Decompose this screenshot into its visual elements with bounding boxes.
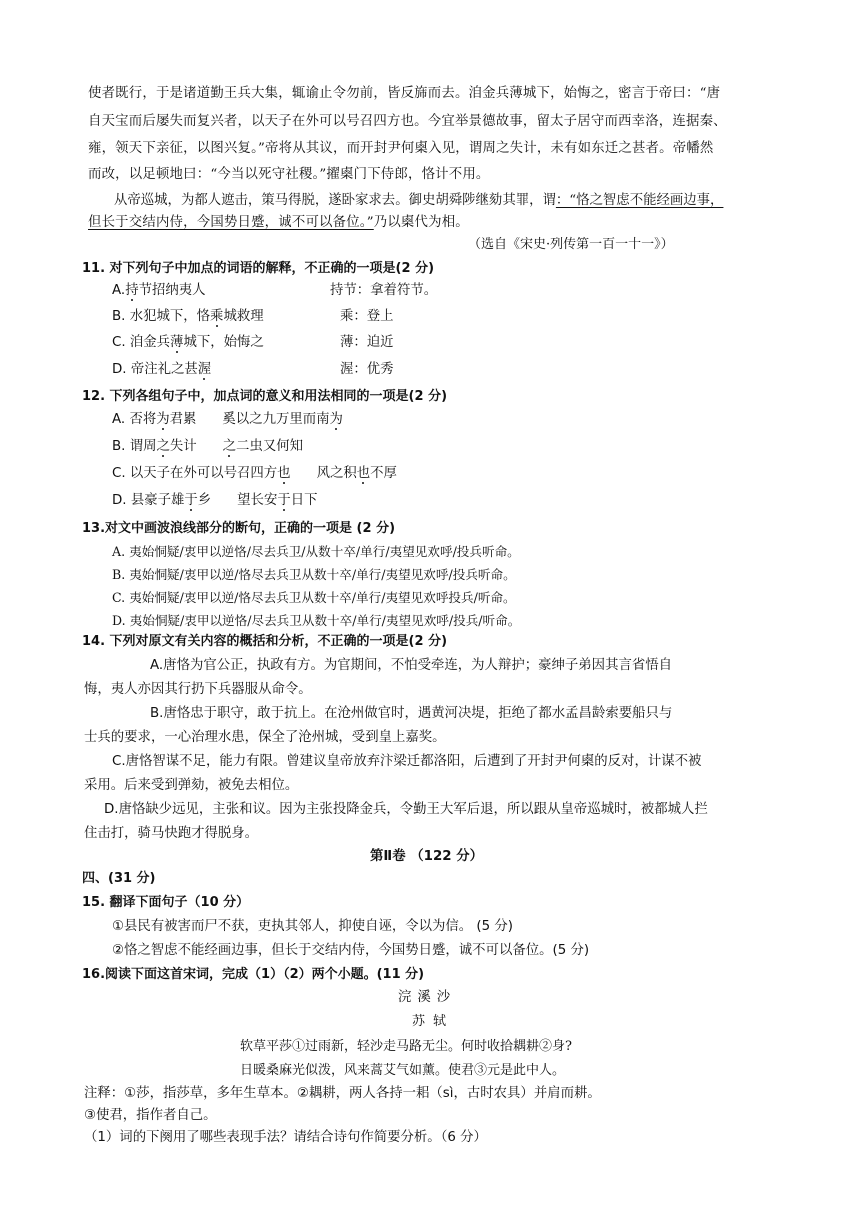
- q14-option-c-line-2: 采用。后来受到弹劾，被免去相位。: [84, 778, 299, 793]
- q16-stem: 16.阅读下面这首宋词，完成（1）（2）两个小题。(11 分): [82, 967, 425, 982]
- q12-d-dotted-1: 于: [184, 493, 198, 508]
- q12-b-text: B. 谓周: [112, 439, 157, 454]
- passage-underlined-quote-2: 但长于交结内侍，今国势日蹙，诚不可以备位。”: [88, 215, 374, 230]
- q12-option-c: [112, 464, 397, 484]
- q11-d-text: D. 帝注礼之甚: [112, 362, 198, 377]
- q12-option-d: [112, 491, 318, 511]
- q14-option-b-line-2: 士兵的要求，一心治理水患，保全了沧州城，受到皇上嘉奖。: [84, 730, 446, 745]
- q11-b-rest: 城救理: [223, 309, 264, 324]
- q12-b-dotted-2: 之: [222, 439, 237, 454]
- q11-b-explanation: 乘：登上: [340, 309, 394, 324]
- q12-d-rest: 乡: [197, 493, 212, 508]
- part-2-title: 第Ⅱ卷 （122 分）: [370, 849, 484, 864]
- q11-option-d: [112, 360, 211, 380]
- passage-line-4: 而改，以足顿地曰：“今当以死守社稷。”擢㮚门下侍郎，恪计不用。: [88, 167, 490, 182]
- q11-a-explanation: 持节：拿着符节。: [330, 283, 438, 298]
- q11-option-c: [112, 333, 264, 353]
- q12-d-dotted-2: 于: [277, 493, 291, 508]
- passage-line-5-text: 从帝巡城，为都人遮击，策马得脱，遂卧家求去。御史胡舜陟继劾其罪，谓: [114, 193, 556, 208]
- q15-sentence-1: ①县民有被害而尸不获，吏执其邻人，抑使自诬，令以为信。 (5 分): [112, 919, 514, 934]
- q15-stem: 15. 翻译下面句子（10 分）: [82, 895, 250, 910]
- q14-option-c-line-1: C.唐恪智谋不足，能力有限。曾建议皇帝放弃汴梁迁都洛阳，后遭到了开封尹何㮚的反对，计谋不被: [112, 754, 702, 769]
- q11-option-b: [112, 307, 264, 327]
- q12-a-sentence-2: 奚以之九万里而南: [222, 412, 330, 427]
- q14-option-a-line-2: 悔，夷人亦因其行扔下兵器服从命令。: [84, 682, 312, 697]
- poem-line-1: 软草平莎①过雨新，轻沙走马路无尘。何时收拾耦耕②身?: [240, 1039, 572, 1054]
- q13-option-b: B. 夷始恫疑/衷甲以逆/恪尽去兵卫从数十卒/单行/夷望见欢呼/投兵听命。: [112, 567, 516, 582]
- q13-stem: 13.对文中画波浪线部分的断句，正确的一项是 (2 分): [82, 521, 396, 536]
- q14-option-a-line-1: A.唐恪为官公正，执政有方。为官期间，不怕受牵连，为人辩护；豪绅子弟因其言省悟自: [150, 658, 673, 673]
- passage-line-6-text: 乃以㮚代为相。: [373, 215, 469, 230]
- q11-a-label: A.: [112, 283, 126, 298]
- q11-c-explanation: 薄：迫近: [340, 335, 394, 350]
- poem-note-2: ③使君，指作者自己。: [84, 1108, 217, 1123]
- passage-line-3: 雍，领天下亲征，以图兴复。”帝将从其议，而开封尹何㮚入见，谓周之失计，未有如东迁之甚者。帝幡然: [88, 141, 714, 156]
- q12-a-dotted-2: 为: [329, 412, 343, 427]
- q12-a-dotted-1: 为: [156, 412, 170, 427]
- passage-line-2: 自天宝而后屡失而复兴者，以天子在外可以号召四方也。今宜举景德故事，留太子居守而西幸洛，连据秦、: [88, 114, 727, 129]
- q12-a-rest: 君累: [169, 412, 197, 427]
- q14-option-b-line-1: B.唐恪忠于职守，敢于抗上。在沧州做官时，遇黄河决堤，拒绝了都水孟昌龄索要船只与: [150, 706, 673, 721]
- q11-c-text: C. 洎金兵: [112, 335, 171, 350]
- q12-c-text: C. 以天子在外可以号召四方: [112, 466, 278, 481]
- q12-d-rest-2: 日下: [290, 493, 318, 508]
- q16-sub-question-1: （1）词的下阕用了哪些表现手法？请结合诗句作简要分析。（6 分）: [84, 1130, 487, 1145]
- q12-c-sentence-2: 风之积: [316, 466, 357, 481]
- q12-c-dotted-2: 也: [356, 466, 371, 481]
- q12-b-sentence-2: 二虫又何知: [236, 439, 303, 454]
- q12-b-dotted-1: 之: [156, 439, 170, 454]
- poem-line-2: 日暖桑麻光似泼，风来蒿艾气如薰。使君③元是此中人。: [240, 1063, 566, 1078]
- section-4-heading: 四、(31 分): [82, 871, 156, 886]
- passage-line-1: 使者既行，于是诸道勤王兵大集，辄谕止令勿前，皆反旆而去。洎金兵薄城下，始悔之，密言于帝曰：“唐: [88, 86, 721, 101]
- q12-c-dotted-1: 也: [277, 466, 291, 481]
- poem-note-1: 注释：①莎，指莎草，多年生草本。②耦耕，两人各持一耜（sì，古时农具）并肩而耕。: [84, 1086, 601, 1101]
- q14-stem: 14. 下列对原文有关内容的概括和分析，不正确的一项是(2 分): [82, 634, 448, 649]
- q12-option-b: [112, 437, 303, 457]
- q13-option-d: D. 夷始恫疑/衷甲以逆恪/尽去兵卫从数十卒/单行/夷望见欢呼/投兵/听命。: [112, 613, 521, 628]
- poem-author: 苏轼: [412, 1014, 455, 1029]
- q13-option-c: C. 夷始恫疑/衷甲以逆/恪尽去兵卫从数十卒/单行/夷望见欢呼投兵/听命。: [112, 590, 516, 605]
- q12-b-rest: 失计: [169, 439, 197, 454]
- q12-d-text: D. 县豪子雄: [112, 493, 185, 508]
- passage-line-6: [88, 213, 469, 233]
- q12-stem: 12. 下列各组句子中，加点词的意义和用法相同的一项是(2 分): [82, 389, 448, 404]
- q12-c-rest: 不厚: [370, 466, 397, 481]
- q11-c-rest: 城下，始悔之: [183, 335, 264, 350]
- q14-option-d-line-2: 住击打，骑马快跑才得脱身。: [84, 826, 259, 841]
- passage-line-5: [114, 191, 723, 211]
- poem-title: 浣溪沙: [398, 990, 457, 1005]
- passage-source: （选自《宋史·列传第一百一十一》）: [468, 237, 674, 252]
- q11-a-rest: 节招纳夷人: [138, 283, 206, 298]
- q11-c-dotted-word: 薄: [170, 335, 184, 350]
- q12-a-text: A. 否将: [112, 412, 157, 427]
- q11-option-a: [112, 281, 206, 301]
- q11-d-dotted-word: 渥: [197, 362, 212, 377]
- q11-b-text: B. 水犯城下，恪: [112, 309, 211, 324]
- q13-option-a: A. 夷始恫疑/衷甲以逆恪/尽去兵卫/从数十卒/单行/夷望见欢呼/投兵听命。: [112, 544, 520, 559]
- q12-d-sentence-2: 望长安: [237, 493, 278, 508]
- q15-sentence-2: ②恪之智虑不能经画边事，但长于交结内侍，今国势日蹙，诚不可以备位。(5 分): [112, 943, 590, 958]
- q14-option-d-line-1: D.唐恪缺少远见，主张和议。因为主张投降金兵，令勤王大军后退，所以跟从皇帝巡城时，被都城人拦: [104, 802, 708, 817]
- passage-underlined-quote-1: ：“恪之智虑不能经画边事，: [555, 193, 724, 208]
- q11-stem: 11. 对下列句子中加点的词语的解释，不正确的一项是(2 分): [82, 261, 435, 276]
- q11-d-explanation: 渥：优秀: [340, 362, 394, 377]
- q11-a-dotted-word: 持: [125, 283, 139, 298]
- q12-option-a: [112, 410, 343, 430]
- q11-b-dotted-word: 乘: [210, 309, 224, 324]
